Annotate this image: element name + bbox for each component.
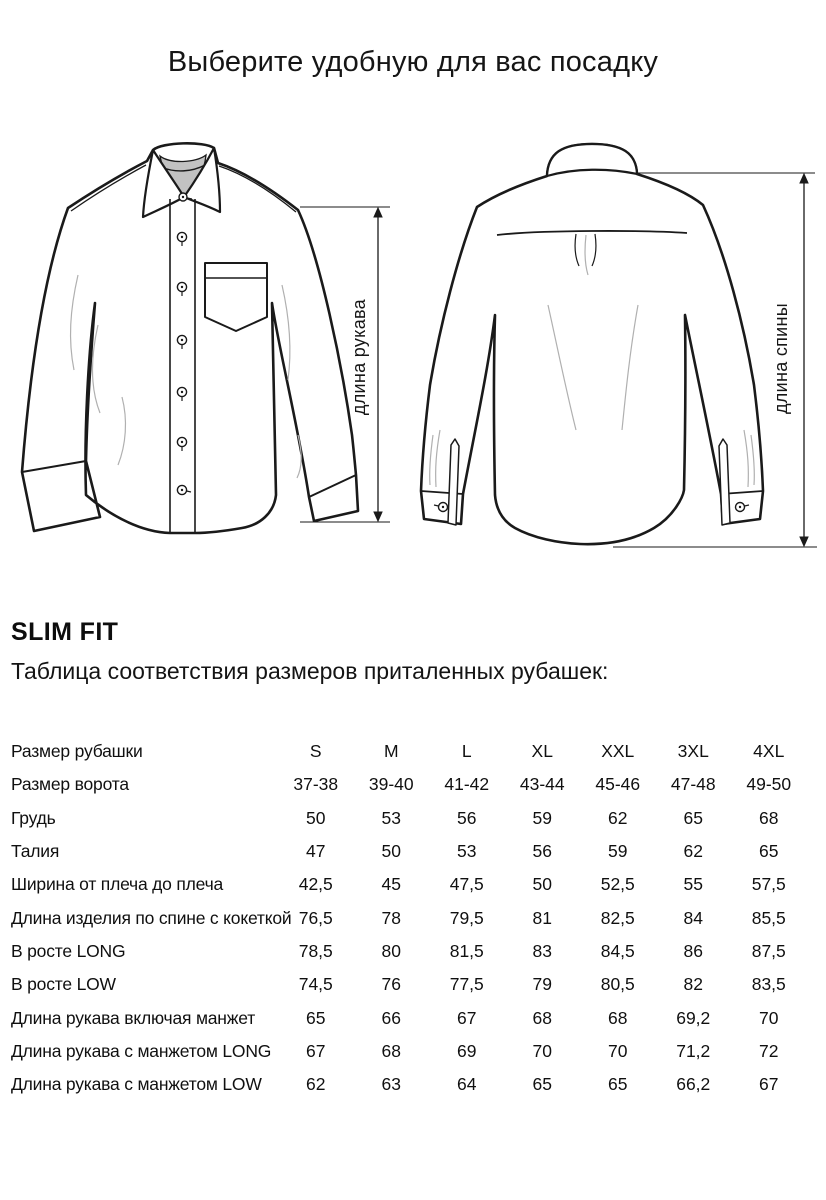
- size-value: 56: [532, 841, 552, 862]
- back-length-label: длина спины: [771, 303, 791, 414]
- size-value: 59: [608, 841, 628, 862]
- shirt-front-drawing: [20, 135, 390, 545]
- size-value: 65: [608, 1074, 628, 1095]
- row-label: В росте LONG: [11, 940, 126, 961]
- size-value: 50: [381, 841, 401, 862]
- table-row: [11, 968, 807, 1001]
- row-label: Длина рукава с манжетом LOW: [11, 1074, 262, 1095]
- size-value: 87,5: [751, 940, 786, 961]
- size-value: 62: [683, 841, 703, 862]
- size-value: 64: [457, 1074, 477, 1095]
- size-value: 52,5: [600, 874, 635, 895]
- arrow-up-icon: [800, 174, 808, 183]
- size-value: 78: [381, 907, 401, 928]
- table-row: [11, 1001, 807, 1034]
- size-value: 63: [381, 1074, 401, 1095]
- size-value: 3XL: [677, 741, 709, 762]
- size-value: 80,5: [600, 974, 635, 995]
- size-value: 42,5: [298, 874, 333, 895]
- size-value: 65: [759, 841, 779, 862]
- size-value: 78,5: [298, 940, 333, 961]
- size-value: 65: [532, 1074, 552, 1095]
- size-value: 37-38: [293, 774, 339, 795]
- size-value: 84,5: [600, 940, 635, 961]
- size-value: 76,5: [298, 907, 333, 928]
- size-value: 39-40: [368, 774, 414, 795]
- table-row: [11, 835, 807, 868]
- size-value: 50: [306, 807, 326, 828]
- size-value: 79,5: [449, 907, 484, 928]
- page-title: Выберите удобную для вас посадку: [167, 46, 659, 78]
- row-label: Размер ворота: [11, 774, 129, 795]
- size-value: 55: [683, 874, 703, 895]
- row-label: Ширина от плеча до плеча: [11, 874, 224, 895]
- size-value: 57,5: [751, 874, 786, 895]
- size-value: 81,5: [449, 940, 484, 961]
- size-value: 72: [759, 1040, 779, 1061]
- size-value: 69: [457, 1040, 477, 1061]
- size-value: 83,5: [751, 974, 786, 995]
- size-value: 45-46: [595, 774, 641, 795]
- row-label: Длина рукава с манжетом LONG: [11, 1040, 272, 1061]
- size-value: 68: [532, 1007, 552, 1028]
- size-value: M: [383, 741, 399, 762]
- size-value: 66,2: [676, 1074, 711, 1095]
- shirt-back-drawing: [400, 135, 826, 565]
- size-value: XL: [531, 741, 553, 762]
- size-value: 74,5: [298, 974, 333, 995]
- size-value: XXL: [601, 741, 635, 762]
- row-label: Размер рубашки: [11, 741, 143, 762]
- size-table: [11, 735, 807, 1101]
- size-value: 53: [457, 841, 477, 862]
- size-value: 82,5: [600, 907, 635, 928]
- row-label: В росте LOW: [11, 974, 116, 995]
- table-row: [11, 935, 807, 968]
- shirt-front-figure: [20, 135, 390, 545]
- size-value: 47-48: [670, 774, 716, 795]
- size-value: 4XL: [753, 741, 785, 762]
- size-value: 76: [381, 974, 401, 995]
- size-value: 70: [532, 1040, 552, 1061]
- size-value: 77,5: [449, 974, 484, 995]
- front-shirt-outline: [22, 143, 358, 533]
- row-label: Длина изделия по спине с кокеткой: [11, 907, 292, 928]
- size-value: 43-44: [519, 774, 565, 795]
- size-value: 85,5: [751, 907, 786, 928]
- table-row: [11, 868, 807, 901]
- size-value: 66: [381, 1007, 401, 1028]
- arrow-up-icon: [374, 208, 382, 217]
- table-row: [11, 1068, 807, 1101]
- section-subtitle: Таблица соответствия размеров приталенных рубашек:: [11, 658, 609, 684]
- size-value: S: [309, 741, 322, 762]
- shirt-back-figure: [400, 135, 826, 565]
- size-value: 53: [381, 807, 401, 828]
- size-value: 68: [759, 807, 779, 828]
- section-heading: SLIM FIT: [11, 618, 119, 646]
- row-label: Грудь: [11, 807, 56, 828]
- size-value: 62: [306, 1074, 326, 1095]
- row-label: Талия: [11, 841, 60, 862]
- size-value: 82: [683, 974, 703, 995]
- arrow-down-icon: [800, 537, 808, 546]
- size-value: 71,2: [676, 1040, 711, 1061]
- size-value: 41-42: [444, 774, 490, 795]
- size-value: 59: [532, 807, 552, 828]
- size-value: 67: [759, 1074, 779, 1095]
- size-value: 65: [306, 1007, 326, 1028]
- size-value: 80: [381, 940, 401, 961]
- size-value: 47,5: [449, 874, 484, 895]
- size-value: 56: [457, 807, 477, 828]
- size-value: 67: [306, 1040, 326, 1061]
- table-row: [11, 768, 807, 801]
- arrow-down-icon: [374, 512, 382, 521]
- row-label: Длина рукава включая манжет: [11, 1007, 256, 1028]
- size-value: 70: [608, 1040, 628, 1061]
- size-value: 84: [683, 907, 703, 928]
- size-value: 68: [381, 1040, 401, 1061]
- size-value: 79: [532, 974, 552, 995]
- table-row: [11, 901, 807, 934]
- size-value: 62: [608, 807, 628, 828]
- size-value: 49-50: [746, 774, 792, 795]
- back-shirt-outline: [421, 144, 763, 544]
- size-value: 65: [683, 807, 703, 828]
- size-value: 69,2: [676, 1007, 711, 1028]
- size-value: 68: [608, 1007, 628, 1028]
- size-value: 50: [532, 874, 552, 895]
- size-value: 45: [381, 874, 401, 895]
- size-value: L: [461, 741, 472, 762]
- table-row: [11, 735, 807, 768]
- size-value: 67: [457, 1007, 477, 1028]
- size-value: 47: [306, 841, 326, 862]
- chest-pocket: [205, 263, 267, 331]
- size-value: 86: [683, 940, 703, 961]
- sleeve-length-label: длина рукава: [349, 299, 369, 416]
- table-row: [11, 1035, 807, 1068]
- size-value: 70: [759, 1007, 779, 1028]
- size-value: 81: [532, 907, 552, 928]
- size-value: 83: [532, 940, 552, 961]
- table-row: [11, 802, 807, 835]
